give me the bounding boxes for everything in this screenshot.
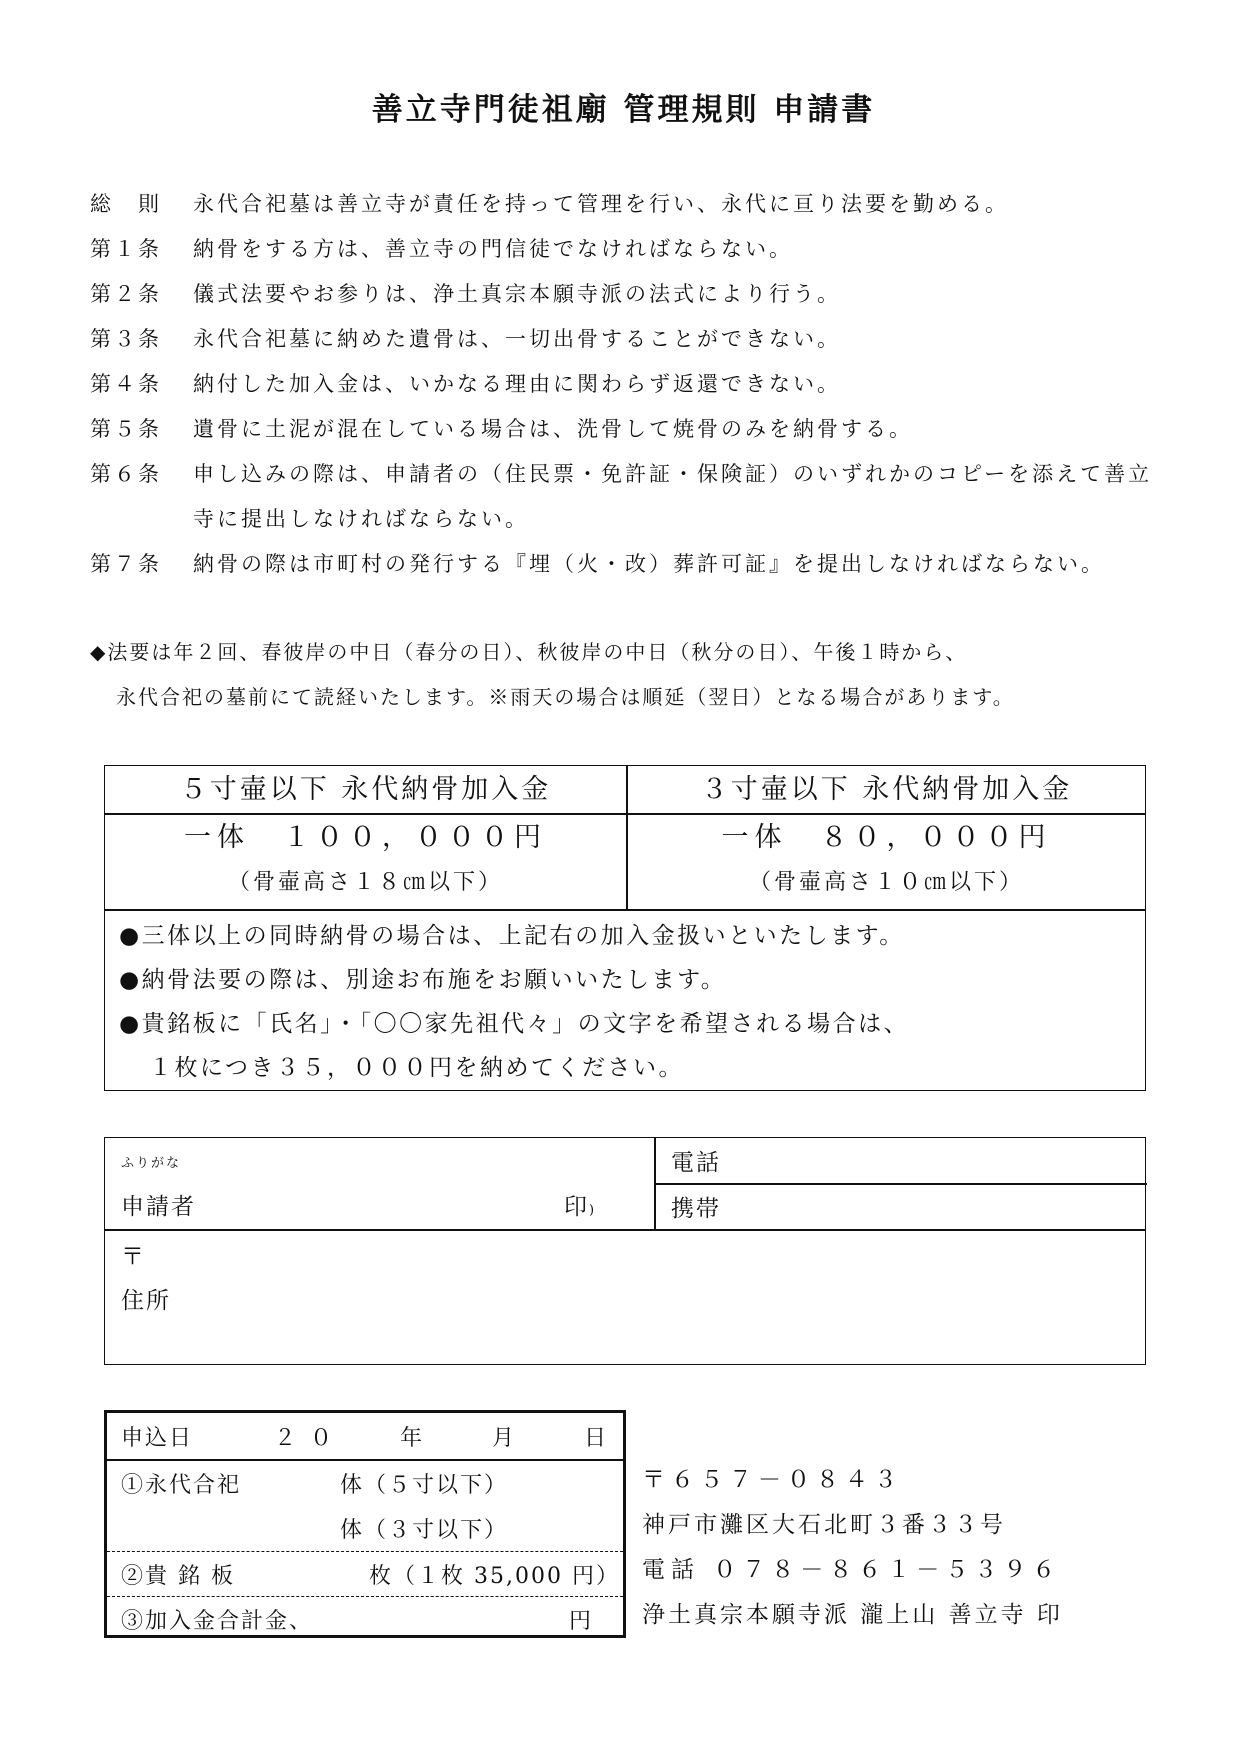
applicant-name-field[interactable]: 申請者 (121, 1194, 196, 1220)
rule-label: 第５条 (90, 417, 162, 441)
rule-3 (90, 317, 1170, 362)
notice-line: ◆法要は年２回、春彼岸の中日（春分の日）、秋彼岸の中日（秋分の日）、午後１時から、 (90, 640, 968, 664)
rule-text: 納骨の際は市町村の発行する『埋（火・改）葬許可証』を提出しなければならない。 (193, 552, 1105, 576)
rule-5 (90, 407, 1170, 452)
temple-phone: 電話 ０７８－８６１－５３９６ (642, 1557, 1062, 1583)
temple-postal: 〒６５７－０８４３ (642, 1467, 903, 1493)
rule-text: 永代合祀墓に納めた遺骨は、一切出骨することができない。 (193, 327, 841, 351)
rule-label: 第１条 (90, 237, 162, 261)
rule-6 (90, 452, 1170, 542)
fee-price-3sun: 一体 ８０，０００円 (721, 822, 1052, 853)
fee-note-3sun: （骨壷高さ１０㎝以下） (748, 870, 1024, 895)
temple-name: 浄土真宗本願寺派 瀧上山 善立寺 印 (642, 1602, 1063, 1628)
order-form: 申込日 ２０ 年 月 日 ①永代合祀 体（５寸以下） 体（３寸以下） ②貴 銘 板 枚（１枚 35,000 円） ③加入金合計金、 円 (104, 1410, 626, 1638)
mobile-field[interactable]: 携帯 (671, 1196, 721, 1222)
rule-label: 総 則 (90, 192, 162, 216)
phone-field[interactable]: 電話 (671, 1150, 721, 1176)
rule-label: 第４条 (90, 372, 162, 396)
fee-note-line: ●貴銘板に「氏名」・「〇〇家先祖代々」の文字を希望される場合は、 (119, 1011, 910, 1037)
fee-price-5sun: 一体 １００，０００円 (184, 822, 547, 853)
fee-notes (119, 914, 909, 1090)
fee-header-5sun: ５寸壷以下 永代納骨加入金 (179, 774, 552, 805)
form-divider (107, 1551, 623, 1552)
memorial-notice (90, 630, 1015, 720)
rule-label: 第３条 (90, 327, 162, 351)
form-divider (107, 1459, 623, 1461)
fee-divider (105, 813, 1145, 815)
rule-1 (90, 227, 1170, 272)
form-divider (107, 1596, 623, 1597)
fee-note-5sun: （骨壷高さ１８㎝以下） (227, 870, 503, 895)
applicant-divider (105, 1229, 1145, 1231)
rule-general (90, 182, 1170, 227)
rules-list (90, 182, 1170, 587)
rule-4 (90, 362, 1170, 407)
rule-text: 永代合祀墓は善立寺が責任を持って管理を行い、永代に亘り法要を勤める。 (193, 192, 1009, 216)
fee-header-3sun: ３寸壷以下 永代納骨加入金 (700, 774, 1073, 805)
fee-divider (105, 909, 1145, 911)
page-title: 善立寺門徒祖廟 管理規則 申請書 (371, 92, 876, 128)
rule-label: 第６条 (90, 462, 162, 486)
fee-note-line: １枚につき３５，０００円を納めてください。 (149, 1055, 685, 1081)
temple-info (642, 1458, 1063, 1638)
fee-note-line: ●納骨法要の際は、別途お布施をお願いいたします。 (119, 967, 727, 993)
fee-table (104, 765, 1146, 1091)
notice-line: 永代合祀の墓前にて読経いたします。※雨天の場合は順延（翌日）となる場合があります。 (116, 685, 1015, 709)
rule-7 (90, 542, 1170, 587)
fee-note-line: ●三体以上の同時納骨の場合は、上記右の加入金扱いといたします。 (119, 923, 905, 949)
postal-mark: 〒 (121, 1244, 146, 1270)
applicant-box (104, 1137, 1146, 1365)
date-row[interactable]: 申込日 ２０ 年 月 日 (121, 1426, 609, 1451)
temple-address: 神戸市灘区大石北町３番３３号 (642, 1512, 1006, 1538)
rule-2 (90, 272, 1170, 317)
rule-text: 納付した加入金は、いかなる理由に関わらず返還できない。 (193, 372, 841, 396)
rule-text: 申し込みの際は、申請者の（住民票・免許証・保険証）のいずれかのコピーを添えて善立寺に提出しなければならない。 (193, 462, 1153, 531)
applicant-divider (654, 1183, 1147, 1185)
seal-mark: 印) (564, 1194, 597, 1220)
rule-text: 納骨をする方は、善立寺の門信徒でなければならない。 (193, 237, 793, 261)
rule-text: 儀式法要やお参りは、浄土真宗本願寺派の法式により行う。 (193, 282, 841, 306)
address-field[interactable]: 住所 (121, 1288, 171, 1314)
rule-label: 第７条 (90, 552, 162, 576)
rule-label: 第２条 (90, 282, 162, 306)
rule-text: 遺骨に土泥が混在している場合は、洗骨して焼骨のみを納骨する。 (193, 417, 913, 441)
furigana-label: ふりがな (121, 1156, 182, 1171)
